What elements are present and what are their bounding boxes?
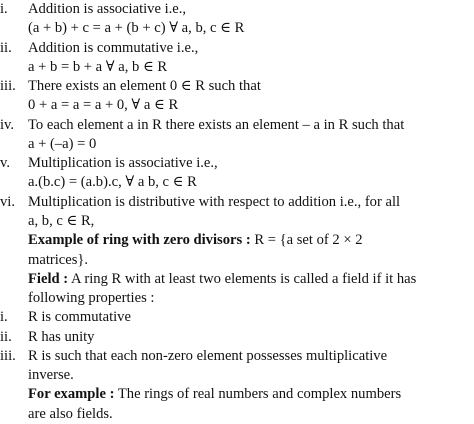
for-example-text: The rings of real numbers and complex numbers (114, 386, 402, 402)
item-text: Multiplication is distributive with respect to addition i.e., for all (28, 194, 401, 210)
field-text-cont: following properties : (28, 290, 155, 306)
item-text: Multiplication is associative i.e., (28, 155, 218, 171)
item-number: vi. (0, 194, 15, 210)
property-text: R is commutative (28, 309, 131, 325)
property-text: R has unity (28, 329, 95, 345)
property-number: iii. (0, 348, 16, 364)
for-example-label: For example : (28, 386, 115, 402)
item-number: iii. (0, 78, 16, 94)
property-text-cont: inverse. (28, 367, 74, 383)
item-formula: a.(b.c) = (a.b).c, ∀ a b, c ∈ R (28, 174, 197, 190)
item-number: i. (0, 1, 8, 17)
field-label: Field : (28, 271, 69, 287)
property-number: i. (0, 309, 8, 325)
property-number: ii. (0, 329, 12, 345)
item-formula: a + b = b + a ∀ a, b ∈ R (28, 59, 168, 75)
zero-divisor-example-text: R = {a set of 2 × 2 (250, 232, 363, 248)
item-text: To each element a in R there exists an element – a in R such that (28, 117, 405, 133)
zero-divisor-example-text-cont: matrices}. (28, 252, 89, 268)
item-number: v. (0, 155, 10, 171)
item-text: There exists an element 0 ∈ R such that (28, 78, 261, 94)
for-example-text-cont: are also fields. (28, 406, 113, 422)
item-text: Addition is associative i.e., (28, 1, 187, 17)
item-number: iv. (0, 117, 15, 133)
field-text: A ring R with at least two elements is called a field if it has (68, 271, 417, 287)
item-formula: 0 + a = a = a + 0, ∀ a ∈ R (28, 97, 179, 113)
property-text: R is such that each non-zero element possesses multiplicative (28, 348, 388, 364)
item-formula: a, b, c ∈ R, (28, 213, 95, 229)
zero-divisor-example-label: Example of ring with zero divisors : (28, 232, 251, 248)
item-formula: a + (–a) = 0 (28, 136, 97, 152)
item-formula: (a + b) + c = a + (b + c) ∀ a, b, c ∈ R (28, 20, 245, 36)
item-text: Addition is commutative i.e., (28, 40, 199, 56)
item-number: ii. (0, 40, 12, 56)
